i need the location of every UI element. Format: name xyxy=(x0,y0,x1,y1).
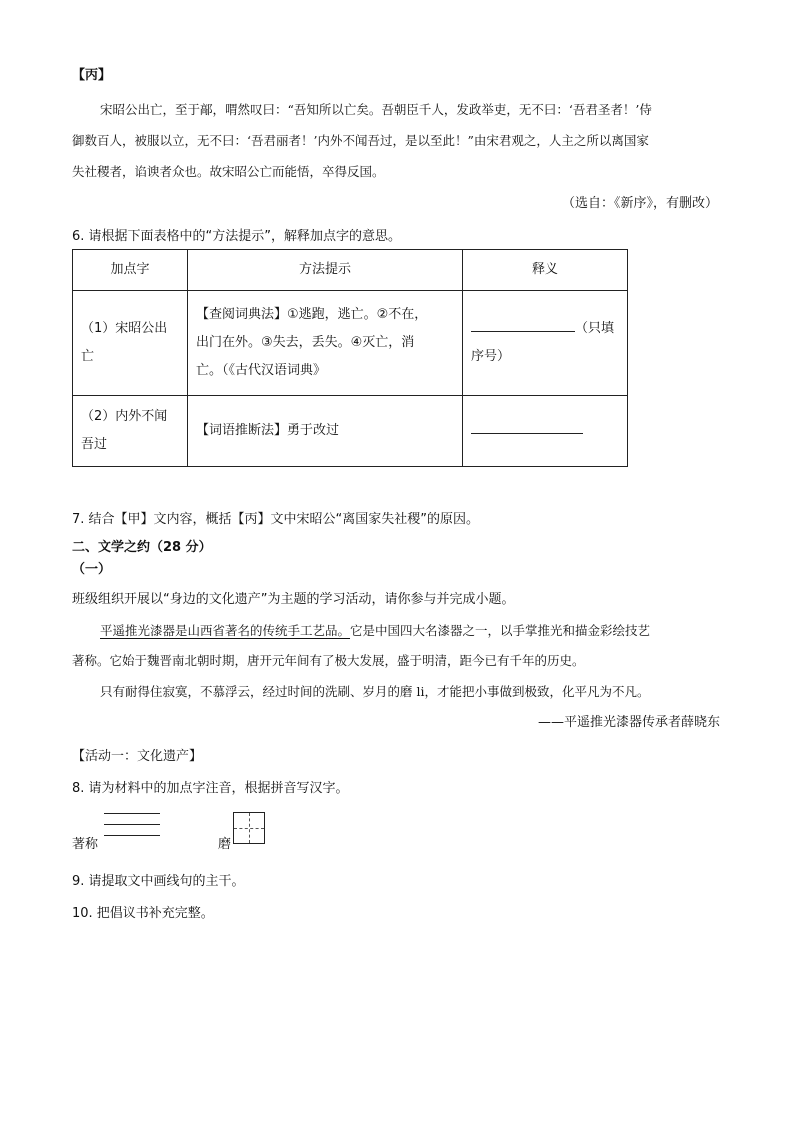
row1-word-line-2: 亡 xyxy=(81,349,95,364)
table-row xyxy=(73,396,628,467)
material-paragraph-1 xyxy=(100,621,650,639)
pinyin-writing-lines[interactable] xyxy=(104,813,160,846)
material-paragraph-1-line-2: 著称。它始于魏晋南北朝时期，唐开元年间有了极大发展，盛于明清，距今已有千年的历史。 xyxy=(72,653,585,668)
material-paragraph-2: 只有耐得住寂寞，不慕浮云，经过时间的洗刷、岁月的磨 li，才能把小事做到极致，化平凡为不凡。 xyxy=(100,684,650,699)
header-cell-hint: 方法提示 xyxy=(188,250,463,291)
section-bing-heading: 【丙】 xyxy=(72,68,112,83)
tianzige-writing-box[interactable] xyxy=(233,812,265,844)
section-bing-line-1: 宋昭公出亡，至于鄗，喟然叹曰：“吾知所以亡矣。吾朝臣千人，发政举吏，无不曰：‘吾君圣者！’侍 xyxy=(100,102,652,117)
row2-word-line-2: 吾过 xyxy=(81,437,108,452)
q8-item-2: 磨 xyxy=(218,837,232,852)
row1-answer-note-2: 序号） xyxy=(471,349,511,364)
row1-word-cell xyxy=(73,291,188,396)
table-row xyxy=(73,291,628,396)
question-9: 9. 请提取文中画线句的主干。 xyxy=(72,874,245,889)
section-bing-line-2: 御数百人，被服以立，无不曰：‘吾君丽者！’内外不闻吾过，是以至此！”由宋君观之，人主之所以离国家 xyxy=(72,133,649,148)
underlined-sentence: 平遥推光漆器是山西省著名的传统手工艺品。 xyxy=(100,623,351,638)
question-6: 6. 请根据下面表格中的“方法提示”，解释加点字的意思。 xyxy=(72,229,402,244)
row1-answer-blank[interactable] xyxy=(471,331,575,332)
table-header-row xyxy=(73,250,628,291)
row1-answer-cell xyxy=(463,291,628,396)
row2-answer-blank[interactable] xyxy=(471,433,583,434)
method-table xyxy=(72,249,628,467)
q8-item-1: 著称 xyxy=(72,837,99,852)
question-8: 8. 请为材料中的加点字注音，根据拼音写汉字。 xyxy=(72,781,349,796)
question-10: 10. 把倡议书补充完整。 xyxy=(72,906,214,921)
header-cell-word: 加点字 xyxy=(73,250,188,291)
question-7: 7. 结合【甲】文内容，概括【丙】文中宋昭公“离国家失社稷”的原因。 xyxy=(72,512,480,527)
material-attribution: ——平遥推光漆器传承者薛晓东 xyxy=(537,715,720,730)
header-cell-meaning: 释义 xyxy=(463,250,628,291)
part-2-heading: 二、文学之约（28 分） xyxy=(72,540,212,555)
material-paragraph-1-rest: 它是中国四大名漆器之一，以手掌推光和描金彩绘技艺 xyxy=(350,623,651,638)
row2-word-cell xyxy=(73,396,188,467)
part-2-intro: 班级组织开展以“身边的文化遗产”为主题的学习活动，请你参与并完成小题。 xyxy=(72,592,515,607)
row1-answer-note: （只填 xyxy=(575,321,615,336)
section-bing-source: （选自：《新序》，有删改） xyxy=(561,196,718,211)
row1-hint-line-2: 出门在外。③失去，丢失。④灭亡，消 xyxy=(196,335,415,350)
row2-hint-cell: 【词语推断法】勇于改过 xyxy=(188,396,463,467)
row1-hint-line-1: 【查阅词典法】①逃跑，逃亡。②不在， xyxy=(196,307,428,322)
activity-1-heading: 【活动一：文化遗产】 xyxy=(72,749,203,764)
row2-word-line-1: （2）内外不闻 xyxy=(81,409,168,424)
row1-hint-cell xyxy=(188,291,463,396)
part-2-sub: （一） xyxy=(72,562,112,577)
section-bing-line-3: 失社稷者，谄谀者众也。故宋昭公亡而能悟，卒得反国。 xyxy=(72,164,385,179)
row1-word-line-1: （1）宋昭公出 xyxy=(81,321,168,336)
row2-answer-cell xyxy=(463,396,628,467)
row1-hint-line-3: 亡。（《古代汉语词典》 xyxy=(196,363,327,378)
